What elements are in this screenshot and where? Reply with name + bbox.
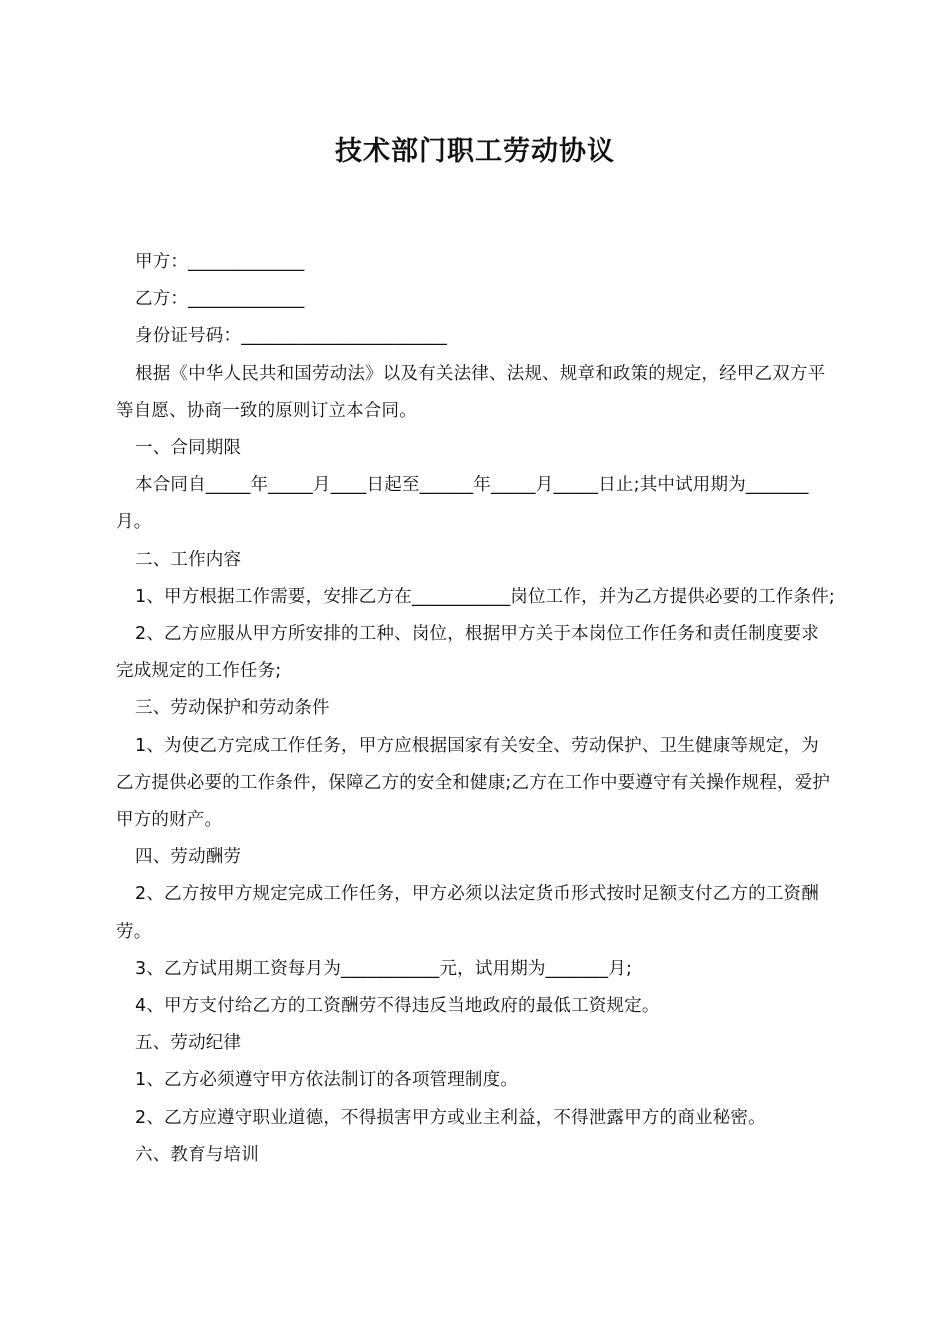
section-heading-labor-protection: 三、劳动保护和劳动条件 [135,698,330,719]
section-heading-term: 一、合同期限 [135,438,242,459]
discipline-clause-1: 1、乙方必须遵守甲方依法制订的各项管理制度。 [135,1070,519,1091]
discipline-clause-2: 2、乙方应遵守职业道德，不得损害甲方或业主利益，不得泄露甲方的商业秘密。 [135,1107,766,1128]
preamble-paragraph: 根据《中华人民共和国劳动法》以及有关法律、法规、规章和政策的规定，经甲乙双方平等自愿、协商一致的原则订立本合同。 [116,363,826,421]
section-heading-remuneration: 四、劳动酬劳 [135,847,242,868]
id-number-line: 身份证号码：_______________________ [135,326,448,347]
party-a-line: 甲方：_____________ [135,252,305,272]
remuneration-clause-4: 4、甲方支付给乙方的工资酬劳不得违反当地政府的最低工资规定。 [135,996,660,1017]
remuneration-clause-2: 2、乙方按甲方规定完成工作任务，甲方必须以法定货币形式按时足额支付乙方的工资酬劳。 [116,884,819,942]
section-heading-discipline: 五、劳动纪律 [135,1033,242,1054]
section-heading-education: 六、教育与培训 [135,1144,259,1165]
term-paragraph: 本合同自_____年_____月____日起至______年_____月_____日止;其中试用期为_______月。 [116,475,809,533]
work-content-clause-2: 2、乙方应服从甲方所安排的工种、岗位，根据甲方关于本岗位工作任务和责任制度要求完成规定的工作任务; [116,624,819,682]
work-content-clause-1: 1、甲方根据工作需要，安排乙方在___________岗位工作，并为乙方提供必要的工作条件; [135,586,835,607]
remuneration-clause-3: 3、乙方试用期工资每月为___________元，试用期为_______月; [135,958,633,979]
section-heading-work-content: 二、工作内容 [135,549,242,570]
party-b-line: 乙方：_____________ [135,289,305,310]
document-body [116,244,836,1174]
document-title: 技术部门职工劳动协议 [335,136,615,167]
labor-protection-clause-1: 1、为使乙方完成工作任务，甲方应根据国家有关安全、劳动保护、卫生健康等规定，为乙方提供必要的工作条件，保障乙方的安全和健康;乙方在工作中要遵守有关操作规程，爱护甲方的财产。 [116,735,831,831]
